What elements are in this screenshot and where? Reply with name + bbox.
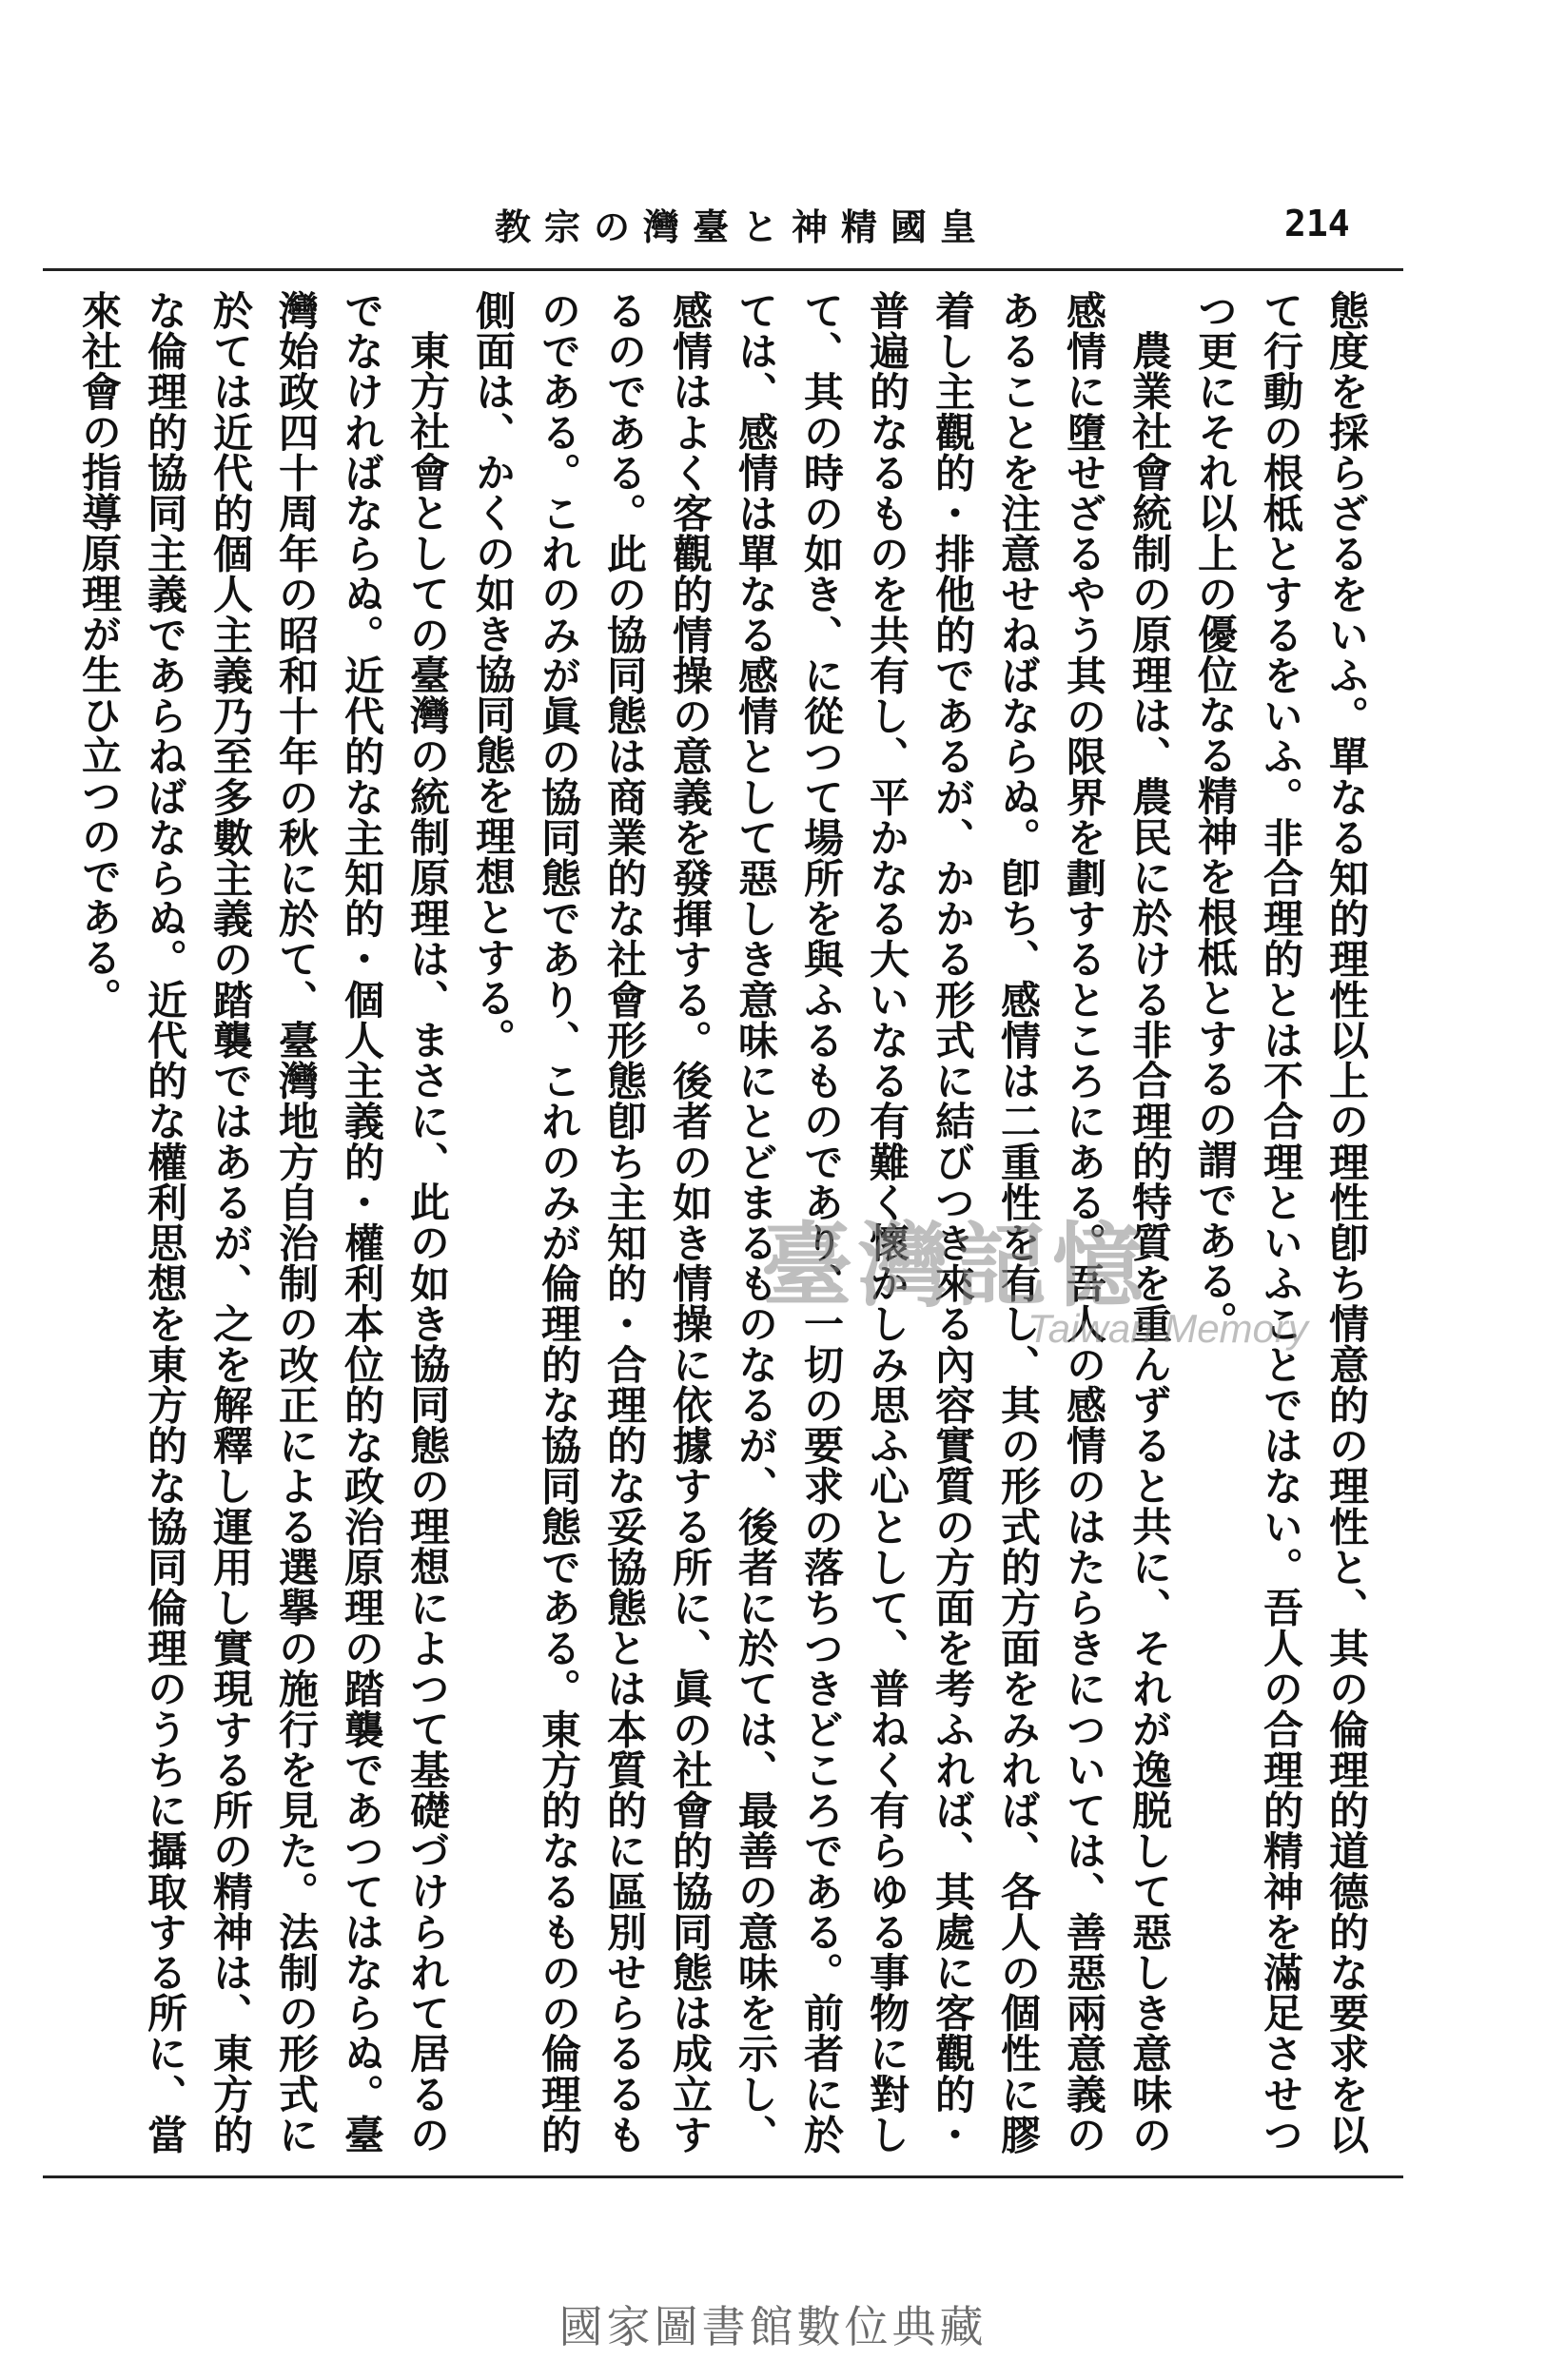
watermark-logo-text: 臺灣記憶	[761, 1212, 1149, 1319]
watermark-english-text: Taiwan Memory	[1027, 1306, 1308, 1351]
page-number: 214	[1284, 203, 1350, 244]
vertical-body-text	[76, 290, 1380, 2155]
header-rule	[43, 268, 1403, 271]
running-header-title: 皇國精神と臺灣の宗教	[495, 205, 990, 248]
footer-rule	[43, 2175, 1403, 2178]
archive-footer: 國家圖書館數位典藏	[558, 2301, 988, 2352]
paragraph-2: 農業社會統制の原理は、農民に於ける非合理的特質を重んずると共に、それが逸脱して惡しき意味の感情に墮せざるやう其の限界を劃するところにある。吾人の感情のはたらきについては、善惡兩意義のあることを注意せねばならぬ。卽ち、感情は二重性を有し、其の形式的方面をみれば、各人の個性に膠着し主觀的・排他的であるが、かかる形式に結びつき來る內容實質の方面を考ふれば、其處に客觀的・普遍的なるものを共有し、平かなる大いなる有難く懷かしみ思ふ心として、普ねく有らゆる事物に對して、其の時の如き、に從つて場所を與ふるものであり、一切の要求の落ちつきどころである。前者に於ては、感情は單なる感情として惡しき意味にとどまるものなるが、後者に於ては、最善の意味を示し、感情はよく客觀的情操の意義を發揮する。後者の如き情操に依據する所に、眞の社會的協同態は成立するのである。此の協同態は商業的な社會形態卽ち主知的・合理的な妥協態とは本質的に區別せらるるものである。これのみが眞の協同態であり、これのみが倫理的な協同態である。東方的なるものの倫理的側面は、かくの如き協同態を理想とする。	[470, 290, 1173, 2155]
paragraph-3: 東方社會としての臺灣の統制原理は、まさに、此の如き協同態の理想によつて基礎づけられて居るのでなければならぬ。近代的な主知的・個人主義的・權利本位的な政治原理の踏襲であつてはならぬ。臺灣始政四十周年の昭和十年の秋に於て、臺灣地方自治制の改正による選擧の施行を見た。法制の形式に於ては近代的個人主義乃至多數主義の踏襲ではあるが、之を解釋し運用し實現する所の精神は、東方的な倫理的協同主義であらねばならぬ。近代的な權利思想を東方的な協同倫理のうちに攝取する所に、當來社會の指導原理が生ひ立つのである。	[76, 290, 451, 2155]
paragraph-1: 態度を採らざるをいふ。單なる知的理性以上の理性卽ち情意的の理性と、其の倫理的道德的な要求を以て行動の根柢とするをいふ。非合理的とは不合理といふことではない。吾人の合理的精神を滿足させつつ更にそれ以上の優位なる精神を根柢とするの謂である。	[1192, 290, 1370, 2156]
